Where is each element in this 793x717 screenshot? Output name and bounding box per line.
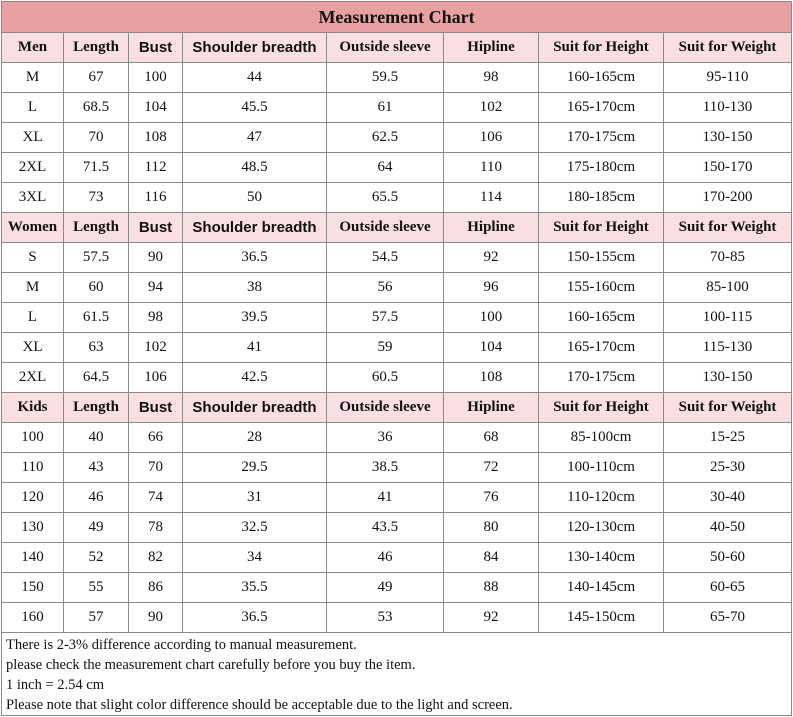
table-cell: 60-65 xyxy=(664,573,792,603)
column-header: Outside sleeve xyxy=(327,33,444,63)
table-cell: 61 xyxy=(327,93,444,123)
table-cell: 38 xyxy=(183,273,327,303)
column-header: Length xyxy=(64,213,129,243)
table-row xyxy=(2,573,792,603)
column-header: Suit for Weight xyxy=(664,393,792,423)
table-cell: 100 xyxy=(444,303,539,333)
table-cell: 40 xyxy=(64,423,129,453)
table-cell: 65.5 xyxy=(327,183,444,213)
section-label-kids: Kids xyxy=(2,393,64,423)
size-cell: M xyxy=(2,63,64,93)
column-header: Hipline xyxy=(444,213,539,243)
note-line: There is 2-3% difference according to manual measurement. xyxy=(6,637,357,653)
size-cell: 2XL xyxy=(2,363,64,393)
table-cell: 31 xyxy=(183,483,327,513)
size-cell: 3XL xyxy=(2,183,64,213)
size-cell: 160 xyxy=(2,603,64,633)
table-cell: 49 xyxy=(64,513,129,543)
table-row xyxy=(2,513,792,543)
size-cell: L xyxy=(2,93,64,123)
table-cell: 130-150 xyxy=(664,363,792,393)
table-cell: 150-155cm xyxy=(539,243,664,273)
table-cell: 120-130cm xyxy=(539,513,664,543)
table-cell: 70-85 xyxy=(664,243,792,273)
table-cell: 45.5 xyxy=(183,93,327,123)
table-cell: 52 xyxy=(64,543,129,573)
table-cell: 90 xyxy=(129,603,183,633)
table-cell: 150-170 xyxy=(664,153,792,183)
table-cell: 98 xyxy=(444,63,539,93)
table-cell: 42.5 xyxy=(183,363,327,393)
size-cell: L xyxy=(2,303,64,333)
table-cell: 106 xyxy=(129,363,183,393)
table-cell: 80 xyxy=(444,513,539,543)
table-cell: 65-70 xyxy=(664,603,792,633)
table-cell: 78 xyxy=(129,513,183,543)
table-cell: 49 xyxy=(327,573,444,603)
table-row xyxy=(2,243,792,273)
table-cell: 84 xyxy=(444,543,539,573)
table-cell: 50-60 xyxy=(664,543,792,573)
table-row xyxy=(2,153,792,183)
table-cell: 62.5 xyxy=(327,123,444,153)
table-cell: 54.5 xyxy=(327,243,444,273)
table-cell: 72 xyxy=(444,453,539,483)
table-row xyxy=(2,543,792,573)
table-cell: 44 xyxy=(183,63,327,93)
chart-title: Measurement Chart xyxy=(2,2,792,33)
table-row xyxy=(2,603,792,633)
table-cell: 46 xyxy=(327,543,444,573)
table-cell: 28 xyxy=(183,423,327,453)
table-row xyxy=(2,123,792,153)
section-label-women: Women xyxy=(2,213,64,243)
table-cell: 95-110 xyxy=(664,63,792,93)
table-row xyxy=(2,453,792,483)
table-cell: 30-40 xyxy=(664,483,792,513)
section-label-men: Men xyxy=(2,33,64,63)
table-row xyxy=(2,363,792,393)
table-cell: 170-200 xyxy=(664,183,792,213)
section-header-kids xyxy=(2,393,792,423)
table-cell: 55 xyxy=(64,573,129,603)
size-cell: XL xyxy=(2,333,64,363)
table-cell: 63 xyxy=(64,333,129,363)
column-header: Length xyxy=(64,393,129,423)
column-header: Suit for Height xyxy=(539,393,664,423)
notes-block xyxy=(2,633,792,716)
table-cell: 160-165cm xyxy=(539,63,664,93)
table-cell: 102 xyxy=(129,333,183,363)
column-header: Shoulder breadth xyxy=(183,33,327,63)
column-header: Length xyxy=(64,33,129,63)
table-cell: 100-115 xyxy=(664,303,792,333)
table-cell: 41 xyxy=(327,483,444,513)
table-cell: 34 xyxy=(183,543,327,573)
table-cell: 86 xyxy=(129,573,183,603)
column-header: Hipline xyxy=(444,393,539,423)
table-cell: 46 xyxy=(64,483,129,513)
table-row xyxy=(2,183,792,213)
size-cell: 110 xyxy=(2,453,64,483)
size-cell: 100 xyxy=(2,423,64,453)
size-cell: 140 xyxy=(2,543,64,573)
table-cell: 106 xyxy=(444,123,539,153)
column-header: Bust xyxy=(129,393,183,423)
table-cell: 47 xyxy=(183,123,327,153)
table-cell: 108 xyxy=(129,123,183,153)
table-cell: 70 xyxy=(129,453,183,483)
column-header: Suit for Height xyxy=(539,33,664,63)
size-cell: 130 xyxy=(2,513,64,543)
table-cell: 68 xyxy=(444,423,539,453)
table-cell: 64.5 xyxy=(64,363,129,393)
table-cell: 40-50 xyxy=(664,513,792,543)
table-cell: 57.5 xyxy=(64,243,129,273)
table-cell: 155-160cm xyxy=(539,273,664,303)
title-row xyxy=(2,2,792,33)
column-header: Hipline xyxy=(444,33,539,63)
table-cell: 110 xyxy=(444,153,539,183)
size-cell: S xyxy=(2,243,64,273)
column-header: Suit for Weight xyxy=(664,213,792,243)
table-cell: 35.5 xyxy=(183,573,327,603)
table-cell: 43 xyxy=(64,453,129,483)
table-cell: 59 xyxy=(327,333,444,363)
table-cell: 130-150 xyxy=(664,123,792,153)
table-cell: 100-110cm xyxy=(539,453,664,483)
column-header: Bust xyxy=(129,213,183,243)
table-row xyxy=(2,423,792,453)
table-cell: 60 xyxy=(64,273,129,303)
size-cell: 2XL xyxy=(2,153,64,183)
table-cell: 64 xyxy=(327,153,444,183)
table-cell: 114 xyxy=(444,183,539,213)
table-cell: 160-165cm xyxy=(539,303,664,333)
column-header: Suit for Weight xyxy=(664,33,792,63)
table-cell: 110-130 xyxy=(664,93,792,123)
table-cell: 108 xyxy=(444,363,539,393)
table-row xyxy=(2,483,792,513)
table-cell: 57 xyxy=(64,603,129,633)
table-cell: 85-100cm xyxy=(539,423,664,453)
table-cell: 71.5 xyxy=(64,153,129,183)
table-cell: 85-100 xyxy=(664,273,792,303)
size-cell: XL xyxy=(2,123,64,153)
table-cell: 36 xyxy=(327,423,444,453)
table-cell: 92 xyxy=(444,603,539,633)
table-cell: 36.5 xyxy=(183,603,327,633)
table-cell: 38.5 xyxy=(327,453,444,483)
table-cell: 41 xyxy=(183,333,327,363)
table-cell: 68.5 xyxy=(64,93,129,123)
column-header: Outside sleeve xyxy=(327,393,444,423)
note-line: 1 inch = 2.54 cm xyxy=(6,677,104,693)
table-cell: 145-150cm xyxy=(539,603,664,633)
table-cell: 98 xyxy=(129,303,183,333)
table-cell: 66 xyxy=(129,423,183,453)
table-cell: 53 xyxy=(327,603,444,633)
table-cell: 76 xyxy=(444,483,539,513)
table-row xyxy=(2,303,792,333)
table-cell: 43.5 xyxy=(327,513,444,543)
column-header: Bust xyxy=(129,33,183,63)
table-cell: 100 xyxy=(129,63,183,93)
table-cell: 104 xyxy=(129,93,183,123)
table-cell: 50 xyxy=(183,183,327,213)
table-cell: 180-185cm xyxy=(539,183,664,213)
table-cell: 94 xyxy=(129,273,183,303)
table-cell: 104 xyxy=(444,333,539,363)
table-cell: 165-170cm xyxy=(539,93,664,123)
table-row xyxy=(2,63,792,93)
note-line: Please note that slight color difference should be acceptable due to the light and screen. xyxy=(6,697,513,713)
table-cell: 116 xyxy=(129,183,183,213)
table-cell: 96 xyxy=(444,273,539,303)
size-cell: M xyxy=(2,273,64,303)
column-header: Shoulder breadth xyxy=(183,213,327,243)
size-cell: 120 xyxy=(2,483,64,513)
table-cell: 73 xyxy=(64,183,129,213)
table-cell: 175-180cm xyxy=(539,153,664,183)
table-cell: 67 xyxy=(64,63,129,93)
table-cell: 25-30 xyxy=(664,453,792,483)
table-cell: 57.5 xyxy=(327,303,444,333)
table-cell: 170-175cm xyxy=(539,123,664,153)
table-cell: 32.5 xyxy=(183,513,327,543)
table-cell: 15-25 xyxy=(664,423,792,453)
column-header: Outside sleeve xyxy=(327,213,444,243)
notes-row xyxy=(2,633,792,716)
table-cell: 59.5 xyxy=(327,63,444,93)
note-line: please check the measurement chart carefully before you buy the item. xyxy=(6,657,416,673)
table-cell: 170-175cm xyxy=(539,363,664,393)
table-cell: 36.5 xyxy=(183,243,327,273)
measurement-chart-table xyxy=(1,1,792,716)
table-cell: 165-170cm xyxy=(539,333,664,363)
table-cell: 140-145cm xyxy=(539,573,664,603)
table-cell: 61.5 xyxy=(64,303,129,333)
table-row xyxy=(2,273,792,303)
table-row xyxy=(2,93,792,123)
table-cell: 39.5 xyxy=(183,303,327,333)
table-cell: 90 xyxy=(129,243,183,273)
table-cell: 48.5 xyxy=(183,153,327,183)
section-header-women xyxy=(2,213,792,243)
measurement-chart-body xyxy=(2,2,792,716)
table-row xyxy=(2,333,792,363)
table-cell: 70 xyxy=(64,123,129,153)
table-cell: 56 xyxy=(327,273,444,303)
section-header-men xyxy=(2,33,792,63)
table-cell: 82 xyxy=(129,543,183,573)
column-header: Suit for Height xyxy=(539,213,664,243)
table-cell: 115-130 xyxy=(664,333,792,363)
table-cell: 112 xyxy=(129,153,183,183)
table-cell: 88 xyxy=(444,573,539,603)
column-header: Shoulder breadth xyxy=(183,393,327,423)
table-cell: 74 xyxy=(129,483,183,513)
table-cell: 102 xyxy=(444,93,539,123)
table-cell: 60.5 xyxy=(327,363,444,393)
size-cell: 150 xyxy=(2,573,64,603)
table-cell: 110-120cm xyxy=(539,483,664,513)
table-cell: 130-140cm xyxy=(539,543,664,573)
table-cell: 92 xyxy=(444,243,539,273)
table-cell: 29.5 xyxy=(183,453,327,483)
